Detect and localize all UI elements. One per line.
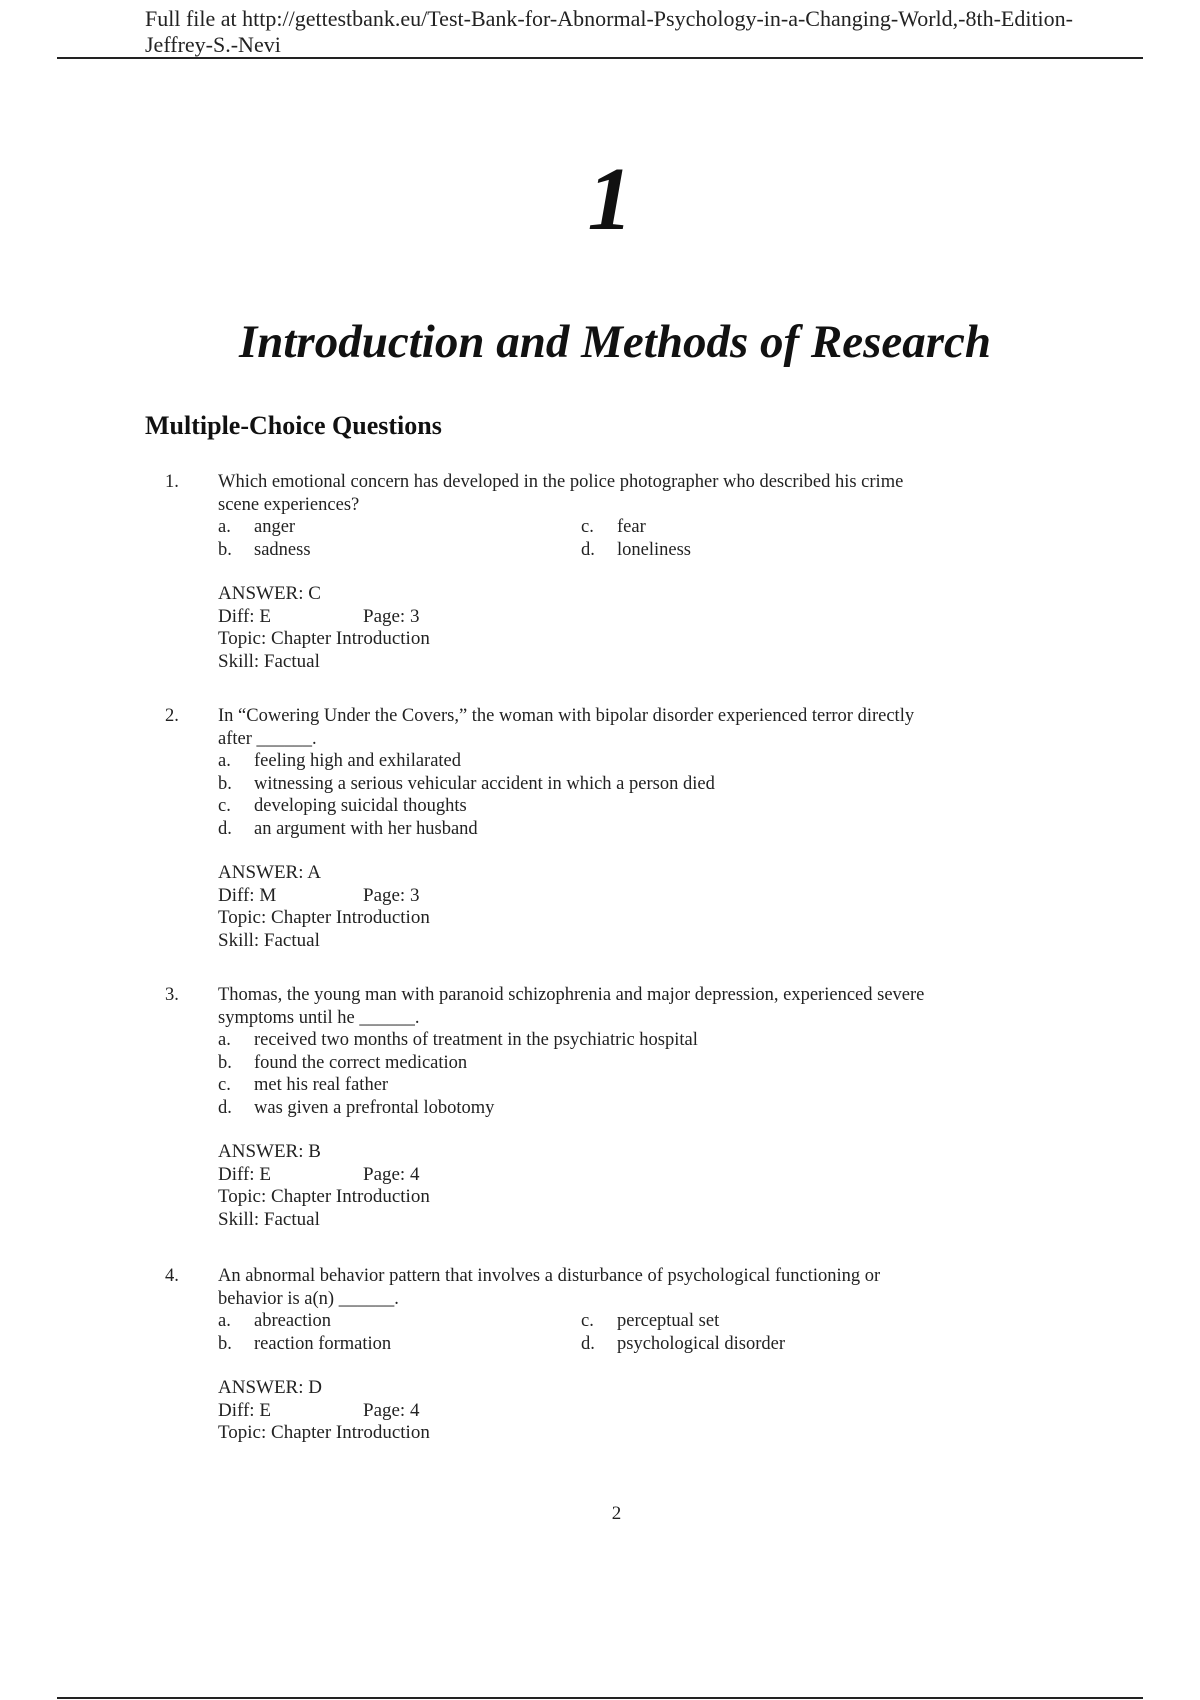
option-letter: c. <box>218 796 231 816</box>
question-stem: Thomas, the young man with paranoid schizophrenia and major depression, experienced severe symptoms until he ______. <box>218 985 925 1028</box>
topic: Topic: Chapter Introduction <box>218 1422 430 1443</box>
option-letter: b. <box>218 1052 232 1073</box>
difficulty: Diff: E <box>218 605 271 627</box>
question-stem: In “Cowering Under the Covers,” the woman with bipolar disorder experienced terror directly after ______. <box>218 706 915 749</box>
difficulty: Diff: M <box>218 884 277 906</box>
question-stem: Which emotional concern has developed in the police photographer who described his crime scene experiences? <box>218 472 904 515</box>
page-reference: Page: 3 <box>363 605 420 627</box>
page-number: 2 <box>611 1503 622 1524</box>
answer-key: ANSWER: B <box>218 1141 321 1162</box>
skill: Skill: Factual <box>218 929 320 951</box>
option-text: met his real father <box>254 1075 389 1095</box>
difficulty-page-row <box>218 1400 1045 1423</box>
difficulty: Diff: E <box>218 1163 271 1185</box>
option-a <box>218 516 581 539</box>
option-letter: d. <box>581 1333 595 1354</box>
option-letter: b. <box>218 539 232 560</box>
page-reference: Page: 4 <box>363 1163 420 1185</box>
option-c <box>581 1310 941 1333</box>
option-text: loneliness <box>617 539 691 560</box>
option-d <box>218 1097 1045 1120</box>
question-1 <box>145 471 1045 673</box>
question-number: 2. <box>165 706 179 726</box>
footer-divider <box>57 1697 1143 1699</box>
topic: Topic: Chapter Introduction <box>218 1186 430 1207</box>
difficulty-page-row <box>218 885 1045 908</box>
question-number: 4. <box>165 1266 179 1286</box>
option-text: witnessing a serious vehicular accident in which a person died <box>254 773 715 794</box>
option-text: reaction formation <box>254 1333 392 1354</box>
question-number: 3. <box>165 985 179 1005</box>
option-text: anger <box>254 517 296 537</box>
options-list <box>218 750 1045 840</box>
option-letter: c. <box>581 517 594 537</box>
answer-block <box>218 583 1045 673</box>
section-heading: Multiple-Choice Questions <box>145 411 442 440</box>
option-d <box>581 1333 941 1356</box>
answer-key: ANSWER: C <box>218 583 321 604</box>
chapter-title: Introduction and Methods of Research <box>238 316 992 368</box>
option-text: abreaction <box>254 1311 332 1331</box>
option-a <box>218 1029 1045 1052</box>
options-list <box>218 516 1045 561</box>
topic: Topic: Chapter Introduction <box>218 907 430 928</box>
question-body <box>218 984 1045 1231</box>
option-text: psychological disorder <box>617 1333 785 1354</box>
question-number: 1. <box>165 472 179 492</box>
difficulty-page-row <box>218 1164 1045 1187</box>
answer-key: ANSWER: D <box>218 1377 322 1398</box>
question-3 <box>145 984 1045 1231</box>
option-letter: c. <box>581 1311 594 1331</box>
question-body <box>218 1265 1045 1445</box>
topic: Topic: Chapter Introduction <box>218 628 430 649</box>
option-d <box>218 818 1045 841</box>
option-letter: a. <box>218 1030 231 1050</box>
option-c <box>218 795 1045 818</box>
option-letter: a. <box>218 1311 231 1331</box>
difficulty: Diff: E <box>218 1399 271 1421</box>
option-text: sadness <box>254 539 311 560</box>
option-c <box>581 516 941 539</box>
option-text: feeling high and exhilarated <box>254 751 462 771</box>
question-2 <box>145 705 1045 952</box>
page-reference: Page: 4 <box>363 1399 420 1421</box>
option-text: perceptual set <box>617 1311 720 1331</box>
option-a <box>218 1310 581 1333</box>
answer-block <box>218 1377 1045 1445</box>
option-letter: b. <box>218 773 232 794</box>
option-b <box>218 773 1045 796</box>
header-url-text: Full file at http://gettestbank.eu/Test-Bank-for-Abnormal-Psychology-in-a-Changing-World,-8th-Edition-Jeffrey-S.-Nevi <box>145 6 1073 57</box>
page-reference: Page: 3 <box>363 884 420 906</box>
question-4 <box>145 1265 1045 1445</box>
skill: Skill: Factual <box>218 650 320 672</box>
option-text: found the correct medication <box>254 1052 468 1073</box>
difficulty-page-row <box>218 606 1045 629</box>
question-body <box>218 705 1045 952</box>
option-c <box>218 1074 1045 1097</box>
skill: Skill: Factual <box>218 1208 320 1230</box>
option-text: was given a prefrontal lobotomy <box>254 1097 495 1118</box>
options-list <box>218 1029 1045 1119</box>
option-letter: b. <box>218 1333 232 1354</box>
options-list <box>218 1310 1045 1355</box>
option-b <box>218 1333 581 1356</box>
option-letter: d. <box>218 818 232 839</box>
question-stem: An abnormal behavior pattern that involves a disturbance of psychological functioning or behavior is a(n) ______. <box>218 1266 881 1309</box>
answer-block <box>218 1141 1045 1231</box>
option-text: fear <box>617 517 646 537</box>
option-letter: d. <box>218 1097 232 1118</box>
option-letter: a. <box>218 751 231 771</box>
option-a <box>218 750 1045 773</box>
option-text: received two months of treatment in the psychiatric hospital <box>254 1030 698 1050</box>
option-text: an argument with her husband <box>254 818 478 839</box>
option-d <box>581 539 941 562</box>
option-letter: d. <box>581 539 595 560</box>
option-b <box>218 1052 1045 1075</box>
option-letter: c. <box>218 1075 231 1095</box>
option-b <box>218 539 581 562</box>
answer-key: ANSWER: A <box>218 862 321 883</box>
chapter-number: 1 <box>587 150 633 249</box>
option-text: developing suicidal thoughts <box>254 796 467 816</box>
option-letter: a. <box>218 517 231 537</box>
header-divider <box>57 57 1143 59</box>
answer-block <box>218 862 1045 952</box>
question-body <box>218 471 1045 673</box>
